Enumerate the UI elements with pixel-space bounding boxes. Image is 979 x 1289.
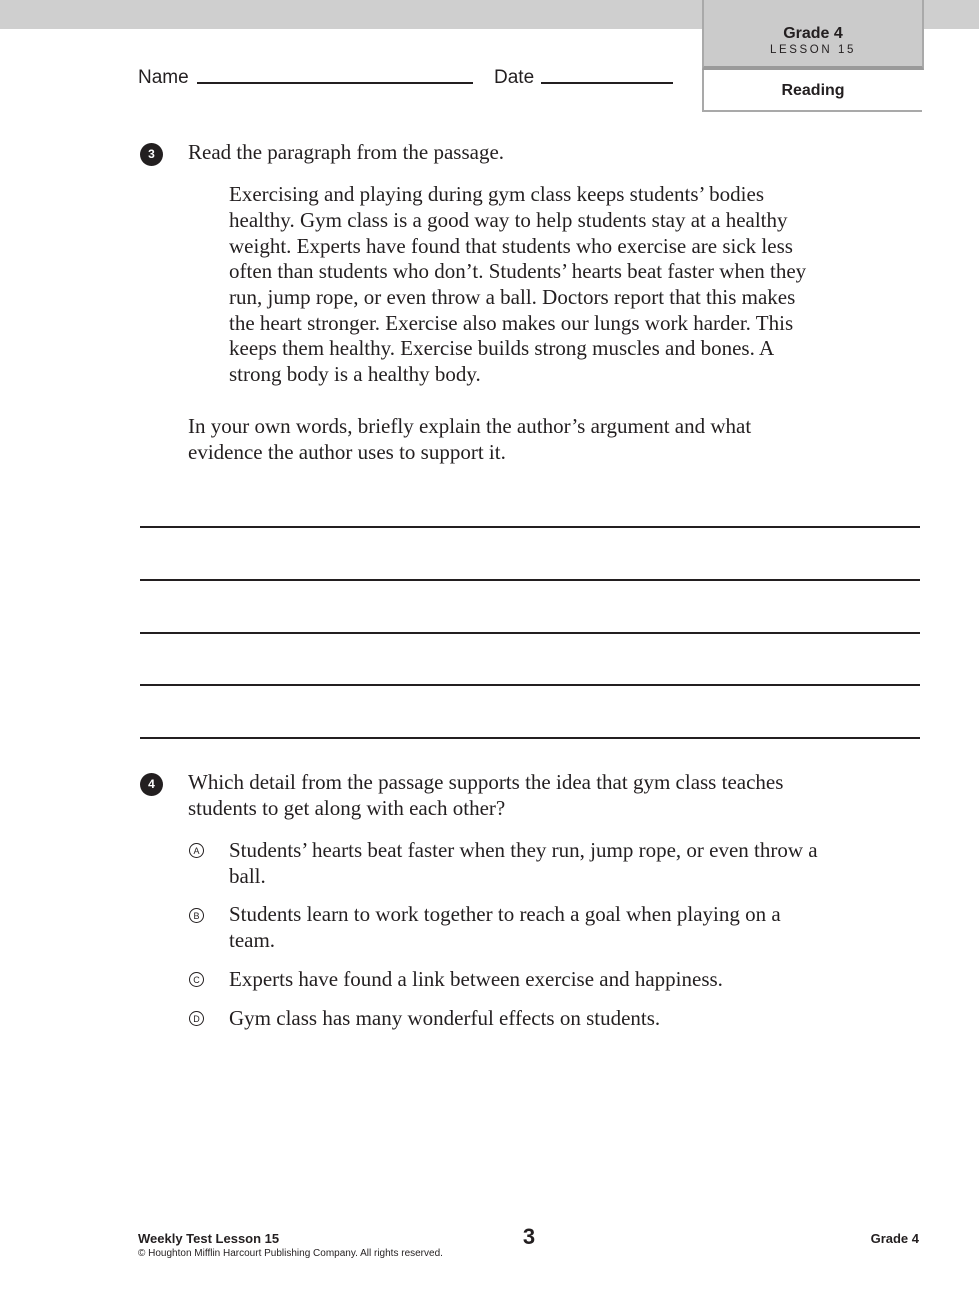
grade-lesson-box bbox=[702, 0, 924, 70]
question-4-prompt: Which detail from the passage supports the idea that gym class teaches bbox=[188, 770, 784, 794]
footer-grade: Grade 4 bbox=[870, 1231, 919, 1246]
answer-line[interactable] bbox=[140, 579, 920, 581]
passage-line: often than students who don’t. Students’ hearts beat faster when they bbox=[229, 259, 807, 283]
footer-title: Weekly Test Lesson 15 bbox=[138, 1231, 280, 1246]
grade-label: Grade 4 bbox=[783, 25, 843, 42]
passage-line: keeps them healthy. Exercise builds strong muscles and bones. A bbox=[229, 336, 775, 360]
option-d-text: Gym class has many wonderful effects on students. bbox=[229, 1006, 661, 1030]
lesson-label: LESSON 15 bbox=[769, 44, 857, 56]
subject-label: Reading bbox=[702, 70, 922, 112]
name-field[interactable] bbox=[197, 82, 473, 84]
date-label: Date bbox=[494, 67, 535, 88]
question-3-instruction: In your own words, briefly explain the author’s argument and what bbox=[188, 414, 752, 438]
footer-left bbox=[138, 1231, 443, 1261]
footer-copyright: © Houghton Mifflin Harcourt Publishing Company. All rights reserved. bbox=[138, 1248, 443, 1259]
option-a-bubble[interactable]: A bbox=[189, 843, 204, 858]
passage-line: run, jump rope, or even throw a ball. Doctors report that this makes bbox=[229, 285, 796, 309]
option-b-text: team. bbox=[229, 928, 276, 952]
question-3-number: 3 bbox=[140, 143, 163, 166]
answer-line[interactable] bbox=[140, 526, 920, 528]
question-3-prompt: Read the paragraph from the passage. bbox=[188, 140, 505, 164]
question-4-prompt: students to get along with each other? bbox=[188, 796, 506, 820]
question-4-number: 4 bbox=[140, 773, 163, 796]
option-b-text: Students learn to work together to reach a goal when playing on a bbox=[229, 902, 781, 926]
option-d-bubble[interactable]: D bbox=[189, 1011, 204, 1026]
passage-line: the heart stronger. Exercise also makes our lungs work harder. This bbox=[229, 311, 794, 335]
question-3-instruction: evidence the author uses to support it. bbox=[188, 440, 506, 464]
answer-line[interactable] bbox=[140, 737, 920, 739]
grade-tab bbox=[702, 0, 924, 112]
passage-line: strong body is a healthy body. bbox=[229, 362, 481, 386]
option-c-text: Experts have found a link between exercise and happiness. bbox=[229, 967, 723, 991]
answer-line[interactable] bbox=[140, 632, 920, 634]
option-c-bubble[interactable]: C bbox=[189, 972, 204, 987]
option-b-bubble[interactable]: B bbox=[189, 908, 204, 923]
option-a-text: Students’ hearts beat faster when they run, jump rope, or even throw a bbox=[229, 838, 818, 862]
passage-line: weight. Experts have found that students who exercise are sick less bbox=[229, 234, 793, 258]
date-field[interactable] bbox=[541, 82, 673, 84]
option-a-text: ball. bbox=[229, 864, 266, 888]
answer-line[interactable] bbox=[140, 684, 920, 686]
page-number: 3 bbox=[522, 1224, 536, 1249]
name-label: Name bbox=[138, 67, 189, 88]
passage-line: healthy. Gym class is a good way to help students stay at a healthy bbox=[229, 208, 788, 232]
passage-line: Exercising and playing during gym class keeps students’ bodies bbox=[229, 182, 765, 206]
